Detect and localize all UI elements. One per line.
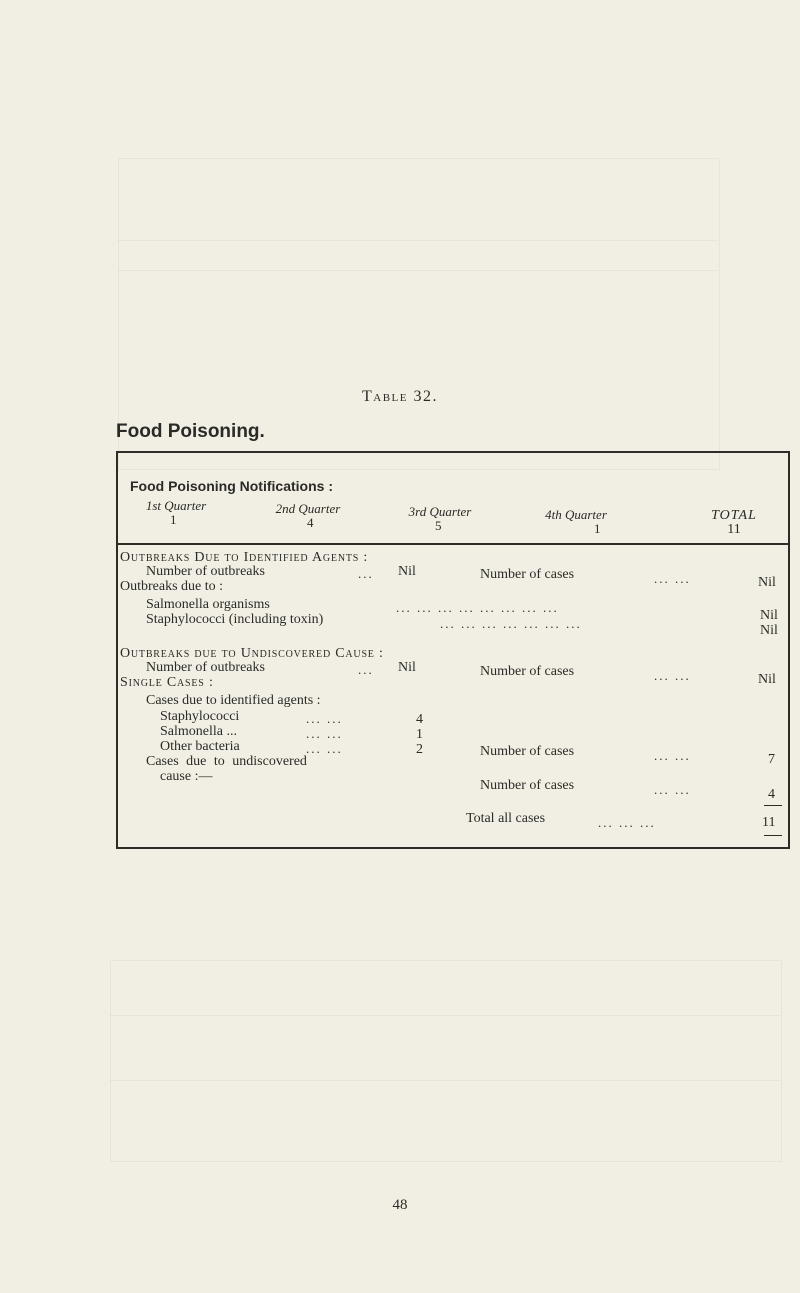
sum-rule-top (764, 805, 782, 806)
total-value: 11 (727, 522, 741, 537)
undiscovered-single-cases-value: 4 (768, 787, 775, 802)
dot-leader: ... ... ... ... ... ... ... ... (396, 600, 559, 615)
dot-leader: ... ... (306, 711, 343, 726)
sum-rule-bottom (764, 835, 782, 836)
other-bacteria-label: Other bacteria (160, 739, 240, 754)
show-through-line (118, 240, 718, 241)
outbreaks-due-to-label: Outbreaks due to : (120, 579, 224, 594)
quarter-3-value: 5 (435, 518, 442, 533)
undiscovered-single-label-2: cause :— (160, 769, 213, 784)
other-bacteria-value: 2 (416, 742, 423, 757)
undiscovered-outbreaks-label: Number of outbreaks (146, 660, 265, 675)
food-poisoning-table (116, 451, 790, 849)
salmonella-label: Salmonella ... (160, 724, 237, 739)
undiscovered-single-label-1: Cases due to undiscovered (146, 754, 307, 769)
identified-single-cases-label: Number of cases (480, 744, 575, 759)
undiscovered-cases-value: Nil (758, 672, 776, 687)
quarter-4-label: 4th Quarter (545, 507, 607, 522)
undiscovered-cases-label: Number of cases (480, 664, 575, 679)
dot-leader: ... ... (654, 571, 691, 586)
salmonella-organisms-value: Nil (760, 608, 778, 623)
quarter-3 (380, 505, 500, 533)
identified-heading: Outbreaks Due to Identified Agents : (120, 550, 369, 565)
undiscovered-outbreaks-value: Nil (398, 660, 416, 675)
show-through-line (118, 270, 718, 271)
dot-leader: ... (358, 662, 374, 677)
undiscovered-single-cases-label: Number of cases (480, 778, 575, 793)
identified-cases-value: Nil (758, 575, 776, 590)
quarter-1 (116, 499, 236, 527)
identified-cases-label: Number of cases (480, 567, 575, 582)
staphylococci-value: 4 (416, 712, 423, 727)
notifications-title: Food Poisoning Notifications : (130, 478, 333, 494)
table-number: Table 32. (362, 388, 438, 405)
single-cases-heading: Single Cases : (120, 675, 214, 690)
identified-single-cases-value: 7 (768, 752, 775, 767)
salmonella-value: 1 (416, 727, 423, 742)
total-all-cases-label: Total all cases (466, 811, 546, 826)
show-through-line (110, 1015, 780, 1016)
header-rule (118, 543, 788, 545)
dot-leader: ... ... (654, 748, 691, 763)
salmonella-organisms-label: Salmonella organisms (146, 597, 270, 612)
dot-leader: ... ... ... ... ... ... ... (440, 616, 582, 631)
quarter-2-value: 4 (307, 515, 314, 530)
show-through-line (110, 1080, 780, 1081)
quarter-1-label: 1st Quarter (145, 498, 207, 513)
dot-leader: ... ... (306, 726, 343, 741)
total-notifications (674, 509, 794, 537)
staphylococci-toxin-value: Nil (760, 623, 778, 638)
identified-outbreaks-label: Number of outbreaks (146, 564, 265, 579)
total-all-cases-value: 11 (762, 815, 776, 830)
dot-leader: ... ... (654, 668, 691, 683)
dot-leader: ... (358, 566, 374, 581)
section-heading: Food Poisoning. (116, 421, 265, 442)
quarter-2 (248, 502, 368, 530)
dot-leader: ... ... (306, 741, 343, 756)
page-number: 48 (392, 1197, 408, 1213)
quarter-1-value: 1 (170, 512, 177, 527)
quarter-3-label: 3rd Quarter (408, 504, 472, 519)
quarter-4-value: 1 (594, 521, 601, 536)
undiscovered-heading: Outbreaks due to Undiscovered Cause : (120, 646, 384, 661)
show-through-table-bottom (110, 960, 782, 1162)
quarter-4 (516, 508, 636, 536)
dot-leader: ... ... ... (598, 815, 656, 830)
identified-outbreaks-value: Nil (398, 564, 416, 579)
quarter-2-label: 2nd Quarter (275, 501, 341, 516)
total-label: TOTAL (711, 508, 757, 523)
staphylococci-label: Staphylococci (160, 709, 240, 724)
staphylococci-toxin-label: Staphylococci (including toxin) (146, 612, 324, 627)
cases-identified-label: Cases due to identified agents : (146, 693, 321, 708)
dot-leader: ... ... (654, 782, 691, 797)
